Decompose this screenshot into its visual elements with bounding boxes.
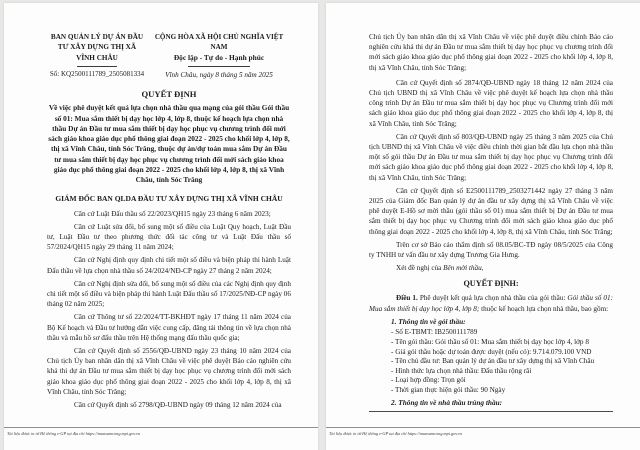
legal-basis-paragraphs [369,78,613,260]
proposal-line [369,263,613,273]
section-2-heading: 2. Thông tin về nhà thầu trúng thầu: [391,397,503,407]
text-line: - Giá gói thầu hoặc dự toán được duyệt (nếu có): 9.714.079.100 VND [391,347,592,356]
text-line: Căn cứ Nghị định quy định chi tiết một số điều và biện pháp thi hành Luật Đấu thầu về lựa chọn nhà thầu số 24/2024/NĐ-CP ngày 27 tháng 2 năm 2024; [47,256,291,275]
text-line: Căn cứ Quyết định số 2556/QĐ-UBND ngày 23 tháng 10 năm 2024 của Chủ tịch Ủy ban nhân dân thị xã Vĩnh Châu về việc phê duyệt Báo cáo nghiên cứu khả thi dự án Đầu tư mua sắm thiết bị dạy học phục vụ chương trình đổi mới sách giáo khoa giáo dục phổ thông giai đoạn 2022 - 2025 cho khối lớp 4, lớp 8, thị xã Vĩnh Châu, tỉnh Sóc Trăng; [47,347,291,396]
national-title: CỘNG HÒA XÃ HỘI CHỦ NGHĨA VIỆT NAM [154,33,284,52]
authority-heading: GIÁM ĐỐC BAN QLDA ĐẦU TƯ XÂY DỰNG THỊ XÃ VĨNH CHÂU [55,193,283,203]
page-1-content [4,32,318,410]
article-1-text: Phê duyệt kết quả lựa chọn nhà thầu của gói thầu: [417,294,568,303]
issuing-org-line: BAN QUẢN LÝ DỰ ÁN ĐẦU [50,33,144,41]
continuation-paragraph: Chủ tịch Ủy ban nhân dân thị xã Vĩnh Châu về việc phê duyệt điều chỉnh Báo cáo nghiên cứu khả thi dự án Đầu tư mua sắm thiết bị dạy học phục vụ chương trình đổi mới sách giáo khoa giáo dục phổ thông giai đoạn 2022 - 2025 cho khối lớp 4, lớp 8, thị xã Vĩnh Châu, tỉnh Sóc Trăng; [369,33,613,72]
article-1-label: Điều 1. [396,294,418,303]
text-line: Căn cứ Nghị định sửa đổi, bổ sung một số điều của các Nghị định quy định chi tiết một số điều và biện pháp thi hành Luật Đấu thầu số 17/2025/NĐ-CP ngày 06 tháng 02 năm 2025; [47,279,291,309]
text-line: - Loại hợp đồng: Trọn gói [391,376,466,385]
section-1-heading: 1. Thông tin về gói thầu: [391,316,466,326]
table-top-border [369,411,613,412]
document-page-2 [326,3,640,450]
footer-divider [326,427,640,428]
text-line: Căn cứ Thông tư số 22/2024/TT-BKHĐT ngày 17 tháng 11 năm 2024 của Bộ Kế hoạch và Đầu tư hướng dẫn việc cung cấp, đăng tải thông tin về lựa chọn nhà thầu và mẫu hồ sơ đấu thầu trên Hệ thống mạng đấu thầu quốc gia; [47,313,291,342]
proposal-prefix: Xét đề nghị của [396,264,444,273]
footer-note: Tài liệu được in từ Hệ thống e-GP tại địa chỉ https://muasamcong.mpi.gov.vn [7,431,141,436]
decision-subject: Về việc phê duyệt kết quả lựa chọn nhà thầu qua mạng của gói thầu Gói thầu số 01: Mua sắm thiết bị dạy học lớp 4, lớp 8, thuộc kế hoạch lựa chọn nhà thầu Dự án Đầu tư mua sắm thiết bị dạy học phục vụ chương trình đổi mới sách giáo khoa giáo dục phổ thông giai đoạn 2022 - 2025 cho khối lớp 4, lớp 8, thị xã Vĩnh Châu, tỉnh Sóc Trăng, thuộc dự án/dự toán mua sắm Dự án Đầu tư mua sắm thiết bị dạy học phục vụ chương trình đổi mới sách giáo khoa giáo dục phổ thông giai đoạn 2022 - 2025 cho khối lớp 4, lớp 8, thị xã Vĩnh Châu, tỉnh Sóc Trăng [48,103,290,185]
article-1-tail: thuộc kế hoạch lựa chọn nhà thầu, bao gồm: [479,304,609,313]
header-divider [77,66,117,67]
text-line: Trên cơ sở Báo cáo thẩm định số 08.05/BC-TĐ ngày 08/5/2025 của Công ty TNHH tư vấn đầu tư xây dựng Trương Gia Hưng. [369,240,613,260]
text-line: Căn cứ Luật Đấu thầu số 22/2023/QH15 ngày 23 tháng 6 năm 2023; [74,209,271,218]
document-header [47,32,291,80]
text-line: Căn cứ Quyết định số 2798/QĐ-UBND ngày 09 tháng 12 năm 2024 của [74,401,282,410]
text-line: - Tên gói thầu: Gói thầu số 01: Mua sắm thiết bị dạy học lớp 4, lớp 8 [391,337,589,346]
page-footer [4,427,318,437]
proposal-party: Bên mời thầu, [443,264,484,273]
place-date: Vĩnh Châu, ngày 8 tháng 5 năm 2025 [165,71,273,80]
text-line: Căn cứ Luật sửa đổi, bổ sung một số điều của Luật Quy hoạch, Luật Đầu tư, Luật Đầu tư theo phương thức đối tác công tư và Luật Đấu thầu số 57/2024/QH15 ngày 29 tháng 11 năm 2024; [47,222,291,252]
text-line: - Số E-TBMT: IB2500111789 [391,328,478,337]
header-divider [188,66,250,67]
decision-heading: QUYẾT ĐỊNH [141,89,197,100]
footer-divider [4,427,318,428]
text-line: - Tên chủ đầu tư: Ban quản lý dự án đầu tư xây dựng thị xã Vĩnh Châu [391,357,595,366]
text-line: Căn cứ Quyết định số E2500111789_2503271442 ngày 27 tháng 3 năm 2025 của Giám đốc Ban quản lý dự án đầu tư xây dựng thị xã Vĩnh Châu về việc phê duyệt E-Hồ sơ mời thầu (gói thầu số 01) mua sắm thiết bị Dự án Đầu tư mua sắm thiết bị dạy học phục vụ Chương trình đổi mới sách giáo khoa giáo dục phổ thông giai đoạn 2022 - 2025 cho khối lớp 4, lớp 8, thị xã Vĩnh Châu, tỉnh Sóc Trăng; [369,186,613,236]
article-1-package-name: Gói thầu số 01: Mua sắm thiết bị dạy học lớp 4, lớp 8; [369,294,614,313]
legal-basis-paragraphs [47,209,291,411]
decides-heading: QUYẾT ĐỊNH: [463,279,519,289]
national-motto-block [147,32,291,80]
page-2-content [326,32,640,412]
text-line: Căn cứ Quyết định số 2874/QĐ-UBND ngày 18 tháng 12 năm 2024 của Chủ tịch UBND thị xã Vĩnh Châu về việc phê duyệt kế hoạch lựa chọn nhà thầu công trình Dự án Đầu tư mua sắm thiết bị dạy học phục vụ Chương trình đổi mới sách giáo khoa giáo dục phổ thông giai đoạn 2022 - 2025 cho khối lớp 4, lớp 8, thị xã Vĩnh Châu, tỉnh Sóc Trăng; [369,78,613,128]
issuing-org-block [47,32,147,80]
text-line: - Hình thức lựa chọn nhà thầu: Đấu thầu rộng rãi [391,366,532,375]
package-info-list [369,328,613,395]
national-motto: Độc lập - Tự do - Hạnh phúc [173,52,265,62]
document-page-1 [4,3,318,450]
issuing-org-line: TƯ XÂY DỰNG THỊ XÃ [57,43,137,52]
article-1-paragraph [369,293,613,313]
document-number: Số: KQ2500111789_2505081334 [49,70,145,79]
text-line: - Thời gian thực hiện gói thầu: 90 Ngày [391,385,506,394]
page-footer [326,427,640,437]
text-line: Căn cứ Quyết định số 803/QĐ-UBND ngày 25 tháng 3 năm 2025 của Chủ tịch UBND thị xã Vĩnh Châu về việc điều chỉnh thời gian bắt đầu lựa chọn nhà thầu một số gói thầu Dự án Đầu tư mua sắm thiết bị dạy học phục vụ Chương trình đổi mới sách giáo khoa giáo dục phổ thông giai đoạn 2022 - 2025 cho khối lớp 4, lớp 8, thị xã Vĩnh Châu, tỉnh Sóc Trăng; [369,132,613,182]
footer-note: Tài liệu được in từ Hệ thống e-GP tại địa chỉ https://muasamcong.mpi.gov.vn [329,431,463,436]
issuing-org-line: VĨNH CHÂU [76,53,118,62]
